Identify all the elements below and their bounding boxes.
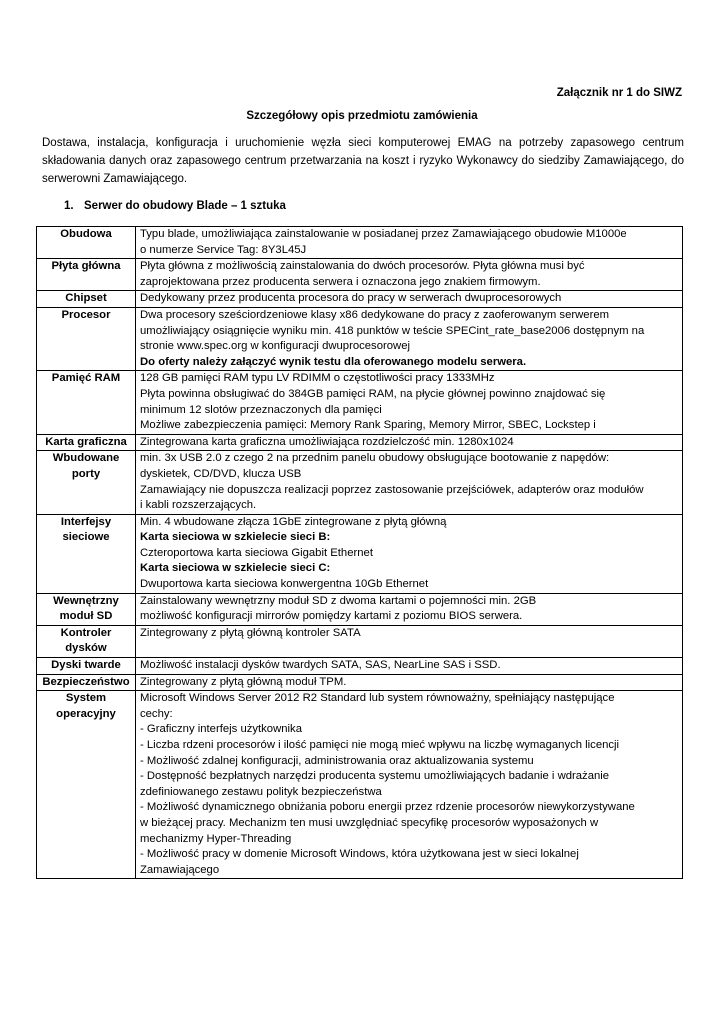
spec-value-line: Zintegrowany z płytą główną moduł TPM. [140,675,347,688]
spec-value [136,371,683,434]
spec-value [136,625,683,657]
spec-value-line: Możliwe zabezpieczenia pamięci: Memory Rank Sparing, Memory Mirror, SBEC, Lockstep i [140,419,596,432]
spec-value-line: Karta sieciowa w szkielecie sieci B: [140,531,331,544]
spec-label: Chipset [37,291,136,308]
spec-row [37,691,683,879]
spec-value-line: zaprojektowana przez producenta serwera i oznaczona jego znakiem firmowym. [140,275,541,288]
spec-value-line: minimum 12 slotów przeznaczonych dla pamięci [140,403,382,416]
spec-value-line: Płyta powinna obsługiwać do 384GB pamięci RAM, na płycie głównej powinno znajdować się [140,387,606,400]
spec-value-line: możliwość konfiguracji mirrorów pomiędzy kartami z poziomu BIOS serwera. [140,610,523,623]
spec-row [37,658,683,675]
spec-value-line: Min. 4 wbudowane złącza 1GbE zintegrowane z płytą główną [140,515,447,528]
spec-value-line: - Możliwość zdalnej konfiguracji, administrowania oraz aktualizowania systemu [140,754,534,767]
spec-value-line: cechy: [140,707,173,720]
spec-row [37,593,683,625]
spec-label: Kontroler dysków [37,625,136,657]
spec-row [37,434,683,451]
spec-value-line: - Możliwość pracy w domenie Microsoft Windows, która użytkowana jest w sieci lokalnej [140,848,579,861]
spec-label: Wewnętrzny moduł SD [37,593,136,625]
spec-value-line: Microsoft Windows Server 2012 R2 Standard lub system równoważny, spełniający następujące [140,692,615,705]
spec-row [37,625,683,657]
spec-value-line: Typu blade, umożliwiająca zainstalowanie w posiadanej przez Zamawiającego obudowie M1000e [140,228,627,240]
spec-value-line: - Dostępność bezpłatnych narzędzi producenta systemu umożliwiających badanie i wdrażanie [140,770,610,783]
spec-row [37,371,683,434]
document-title: Szczegółowy opis przedmiotu zamówienia [246,110,478,122]
spec-value-line: Zintegrowana karta graficzna umożliwiająca rozdzielczość min. 1280x1024 [140,435,514,448]
spec-label: Płyta główna [37,259,136,291]
spec-label: Interfejsy sieciowe [37,514,136,593]
spec-value-line: min. 3x USB 2.0 z czego 2 na przednim panelu obudowy obsługujące bootowanie z napędów: [140,452,610,465]
spec-value-line: Płyta główna z możliwością zainstalowania do dwóch procesorów. Płyta główna musi być [140,260,585,273]
spec-value-line: Czteroportowa karta sieciowa Gigabit Ethernet [140,546,373,559]
spec-label: Wbudowane porty [37,451,136,514]
spec-value [136,674,683,691]
spec-row [37,259,683,291]
spec-table-body [37,227,683,879]
spec-value-line: - Liczba rdzeni procesorów i ilość pamięci nie mogą mieć wpływu na liczbę wymaganych licencji [140,739,620,751]
spec-label: Procesor [37,307,136,370]
spec-value [136,259,683,291]
spec-value-line: Zamawiający nie dopuszcza realizacji poprzez zastosowanie przejściówek, adapterów oraz modułów [140,483,644,496]
intro-paragraph: Dostawa, instalacja, konfiguracja i uruchomienie węzła sieci komputerowej EMAG na potrzeby zapasowego centrum składowania danych oraz zapasowego centrum przetwarzania na koszt i ryzyko Wykonawcy do siedziby Zamawiającego, do serwerowni Zamawiającego. [42,137,684,185]
spec-value-line: 128 GB pamięci RAM typu LV RDIMM o częstotliwości pracy 1333MHz [140,372,495,385]
spec-value-line: mechanizmy Hyper-Threading [140,832,292,845]
spec-label: Pamięć RAM [37,371,136,434]
spec-value-line: o numerze Service Tag: 8Y3L45J [140,243,307,256]
spec-value-line: - Graficzny interfejs użytkownika [140,723,302,736]
spec-value [136,307,683,370]
section-title: Serwer do obudowy Blade – 1 sztuka [84,200,286,212]
spec-value-line: w bieżącej pracy. Mechanizm ten musi uwzględniać specyfikę procesorów wyposażonych w [140,816,599,829]
spec-value [136,593,683,625]
spec-value-line: Dedykowany przez producenta procesora do pracy w serwerach dwuprocesorowych [140,292,562,305]
spec-value-line: Do oferty należy załączyć wynik testu dla oferowanego modelu serwera. [140,355,527,368]
spec-value [136,451,683,514]
spec-value [136,691,683,879]
spec-value [136,434,683,451]
spec-value [136,514,683,593]
spec-value-line: Zamawiającego [140,863,220,876]
spec-value-line: dyskietek, CD/DVD, klucza USB [140,467,302,480]
spec-value [136,291,683,308]
spec-value-line: Zainstalowany wewnętrzny moduł SD z dwoma kartami o pojemności min. 2GB [140,594,537,607]
spec-label: Obudowa [37,227,136,259]
spec-row [37,227,683,259]
attachment-label: Załącznik nr 1 do SIWZ [556,87,682,99]
spec-value-line: zdefiniowanego zestawu polityk bezpieczeństwa [140,785,382,798]
spec-table [36,226,683,879]
spec-value [136,227,683,259]
spec-label: Bezpieczeństwo [37,674,136,691]
spec-label: Dyski twarde [37,658,136,675]
spec-row [37,514,683,593]
spec-value-line: stronie www.spec.org w konfiguracji dwuprocesorowej [140,340,410,353]
spec-value-line: Dwuportowa karta sieciowa konwergentna 10Gb Ethernet [140,578,429,591]
spec-value-line: - Możliwość dynamicznego obniżania poboru energii przez rdzenie procesorów niewykorzystywane [140,801,635,814]
section-number: 1. [64,200,74,212]
spec-label: System operacyjny [37,691,136,879]
spec-value-line: Karta sieciowa w szkielecie sieci C: [140,562,331,575]
spec-value [136,658,683,675]
spec-value-line: Dwa procesory sześciordzeniowe klasy x86 dedykowane do pracy z zaoferowanym serwerem [140,308,610,321]
section-heading [64,200,286,212]
spec-value-line: Możliwość instalacji dysków twardych SATA, SAS, NearLine SAS i SSD. [140,659,501,672]
spec-value-line: i kabli rozszerzających. [140,499,257,512]
spec-row [37,451,683,514]
spec-row [37,291,683,308]
spec-value-line: umożliwiający osiągnięcie wyniku min. 418 punktów w teście SPECint_rate_base2006 dostępnym na [140,324,645,337]
spec-label: Karta graficzna [37,434,136,451]
spec-row [37,674,683,691]
spec-value-line: Zintegrowany z płytą główną kontroler SATA [140,626,361,639]
spec-row [37,307,683,370]
